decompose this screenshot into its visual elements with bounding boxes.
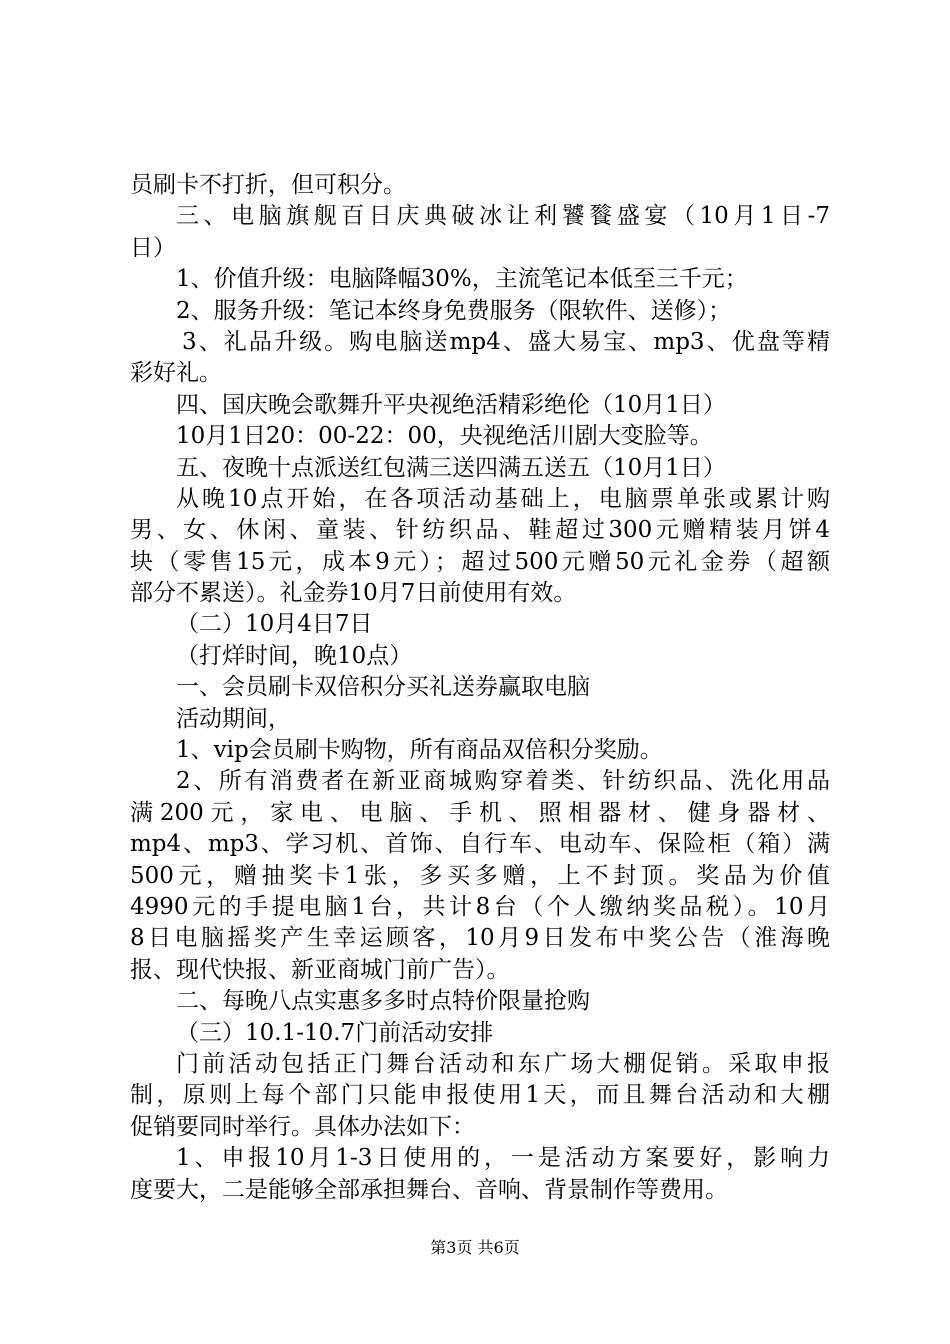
text-line: 2、所有消费者在新亚商城购穿着类、针纺织品、洗化用品 [176,768,830,795]
text-line: 部分不累送）。礼金券10月7日前使用有效。 [130,580,577,607]
page-footer [0,1238,950,1258]
text-line: 1、申报10月1-3日使用的，一是活动方案要好，影响力 [176,1145,830,1172]
text-line: 报、现代快报、新亚商城门前广告）。 [130,956,510,983]
text-line: （三）10.1-10.7门前活动安排 [176,1019,494,1046]
text-line: 活动期间， [176,705,291,732]
text-line: 员刷卡不打折，但可积分。 [130,172,406,198]
text-line: 度要大，二是能够全部承担舞台、音响、背景制作等费用。 [130,1176,728,1203]
text-line: 10月1日20：00-22：00，央视绝活川剧大变脸等。 [176,423,713,450]
text-line: 从晚10点开始，在各项活动基础上，电脑票单张或累计购 [176,485,830,512]
text-line: 制，原则上每个部门只能申报使用1天，而且舞台活动和大棚 [130,1082,830,1109]
text-line: 块（零售15元，成本9元）；超过500元赠50元礼金券（超额 [130,548,830,575]
text-line: 二、每晚八点实惠多多时点特价限量抢购 [176,988,590,1015]
text-line: 3、礼品升级。购电脑送mp4、盛大易宝、mp3、优盘等精 [182,328,830,355]
text-line: （二）10月4日7日 [176,611,373,638]
text-line: 1、价值升级：电脑降幅30%，主流笔记本低至三千元； [176,266,748,293]
text-line: （打烊时间，晚10点） [176,642,413,669]
text-line: 三、电脑旗舰百日庆典破冰让利饕餮盛宴（10月1日-7 [176,203,830,230]
text-line: 五、夜晚十点派送红包满三送四满五送五（10月1日） [176,454,726,481]
text-line: 彩好礼。 [130,360,222,387]
text-line: 一、会员刷卡双倍积分买礼送券赢取电脑 [176,674,590,701]
text-line: 日） [130,234,176,261]
page-number: 第3页 共6页 [430,1238,520,1257]
text-line: 四、国庆晚会歌舞升平央视绝活精彩绝伦（10月1日） [176,391,726,418]
text-line: 2、服务升级：笔记本终身免费服务（限软件、送修）； [176,297,732,324]
text-line: mp4、mp3、学习机、首饰、自行车、电动车、保险柜（箱）满 [130,831,830,858]
text-line: 满200元，家电、电脑、手机、照相器材、健身器材、 [130,799,830,826]
text-line: 促销要同时举行。具体办法如下： [130,1113,475,1140]
text-line: 门前活动包括正门舞台活动和东广场大棚促销。采取申报 [176,1050,830,1077]
text-line: 8日电脑摇奖产生幸运顾客，10月9日发布中奖公告（淮海晚 [130,925,830,952]
text-line: 500元，赠抽奖卡1张，多买多赠，上不封顶。奖品为价值 [130,862,830,889]
document-body [130,170,830,1206]
text-line: 1、vip会员刷卡购物，所有商品双倍积分奖励。 [176,737,663,764]
text-line: 男、女、休闲、童装、针纺织品、鞋超过300元赠精装月饼4 [130,517,830,544]
text-line: 4990元的手提电脑1台，共计8台（个人缴纳奖品税）。10月 [130,893,830,920]
